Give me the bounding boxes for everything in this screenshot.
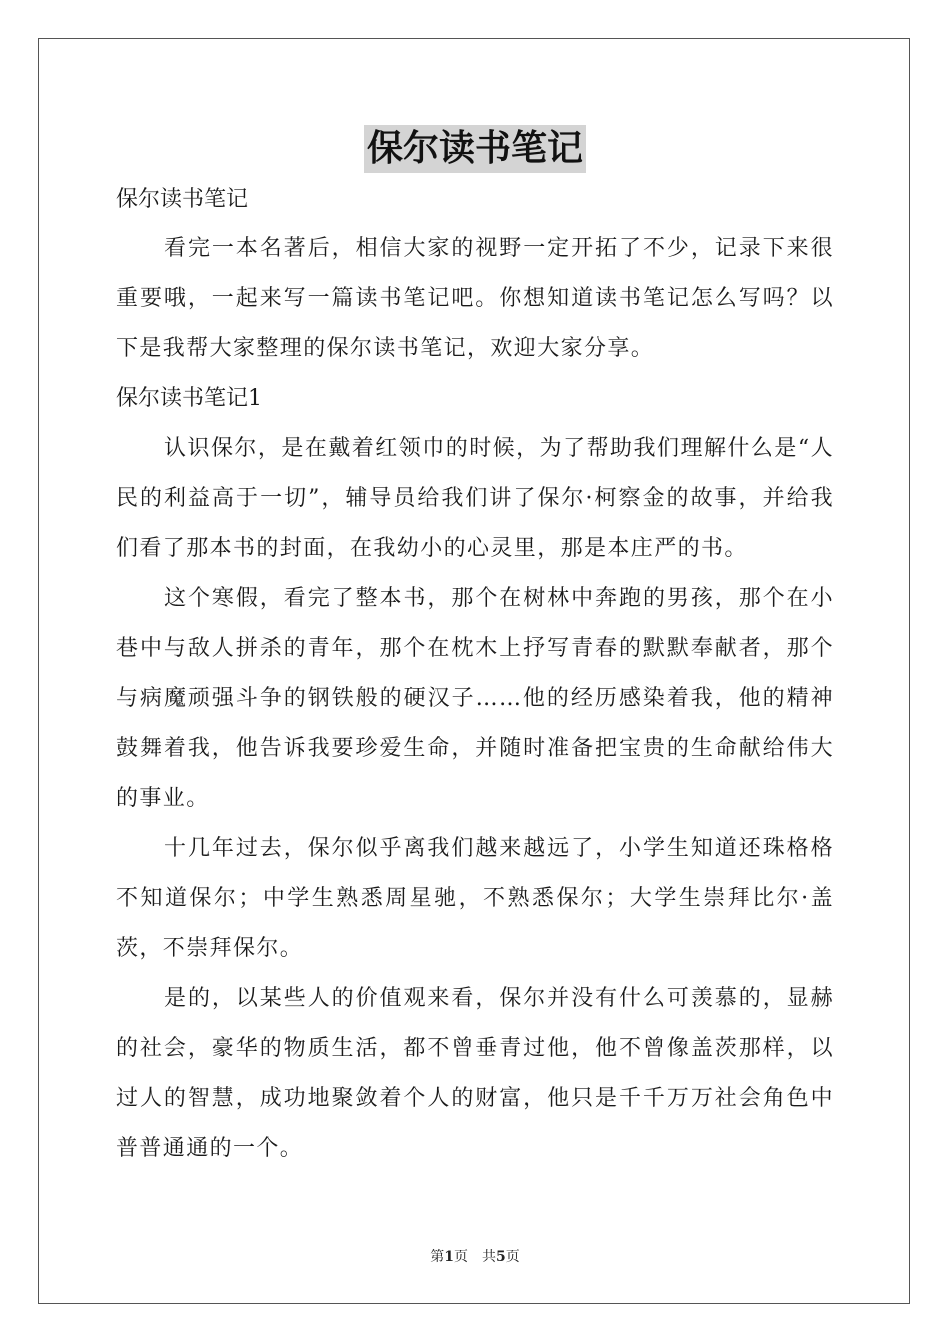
current-page-number: 1 [444,1249,454,1265]
document-subtitle: 保尔读书笔记 [116,187,249,212]
body-paragraph: 是的，以某些人的价值观来看，保尔并没有什么可羡慕的，显赫的社会，豪华的物质生活，都不曾垂青过他，他不曾像盖茨那样，以过人的智慧，成功地聚敛着个人的财富，他只是千千万万社会角色中普普通通的一个。 [116,986,834,1161]
document-title: 保尔读书笔记 [364,125,586,173]
body-paragraph: 认识保尔，是在戴着红领巾的时候，为了帮助我们理解什么是“人民的利益高于一切”，辅导员给我们讲了保尔·柯察金的故事，并给我们看了那本书的封面，在我幼小的心灵里，那是本庄严的书。 [116,436,834,561]
document-body [116,178,834,1174]
total-prefix: 共 [482,1249,496,1265]
body-paragraph: 这个寒假，看完了整本书，那个在树林中奔跑的男孩，那个在小巷中与敌人拼杀的青年，那个在枕木上抒写青春的默默奉献者，那个与病魔顽强斗争的钢铁般的硬汉子……他的经历感染着我，他的精神鼓舞着我，他告诉我要珍爱生命，并随时准备把宝贵的生命献给伟大的事业。 [116,586,834,811]
total-unit: 页 [505,1249,520,1265]
page-prefix: 第 [430,1249,445,1265]
total-page-count: 5 [496,1249,506,1265]
section-heading: 保尔读书笔记1 [116,386,262,411]
page-unit: 页 [454,1249,468,1265]
title-container [0,125,950,173]
page-footer [0,1247,950,1267]
body-paragraph: 十几年过去，保尔似乎离我们越来越远了，小学生知道还珠格格不知道保尔；中学生熟悉周星驰，不熟悉保尔；大学生崇拜比尔·盖茨，不崇拜保尔。 [116,836,834,961]
intro-paragraph: 看完一本名著后，相信大家的视野一定开拓了不少，记录下来很重要哦，一起来写一篇读书笔记吧。你想知道读书笔记怎么写吗？以下是我帮大家整理的保尔读书笔记，欢迎大家分享。 [116,236,834,361]
